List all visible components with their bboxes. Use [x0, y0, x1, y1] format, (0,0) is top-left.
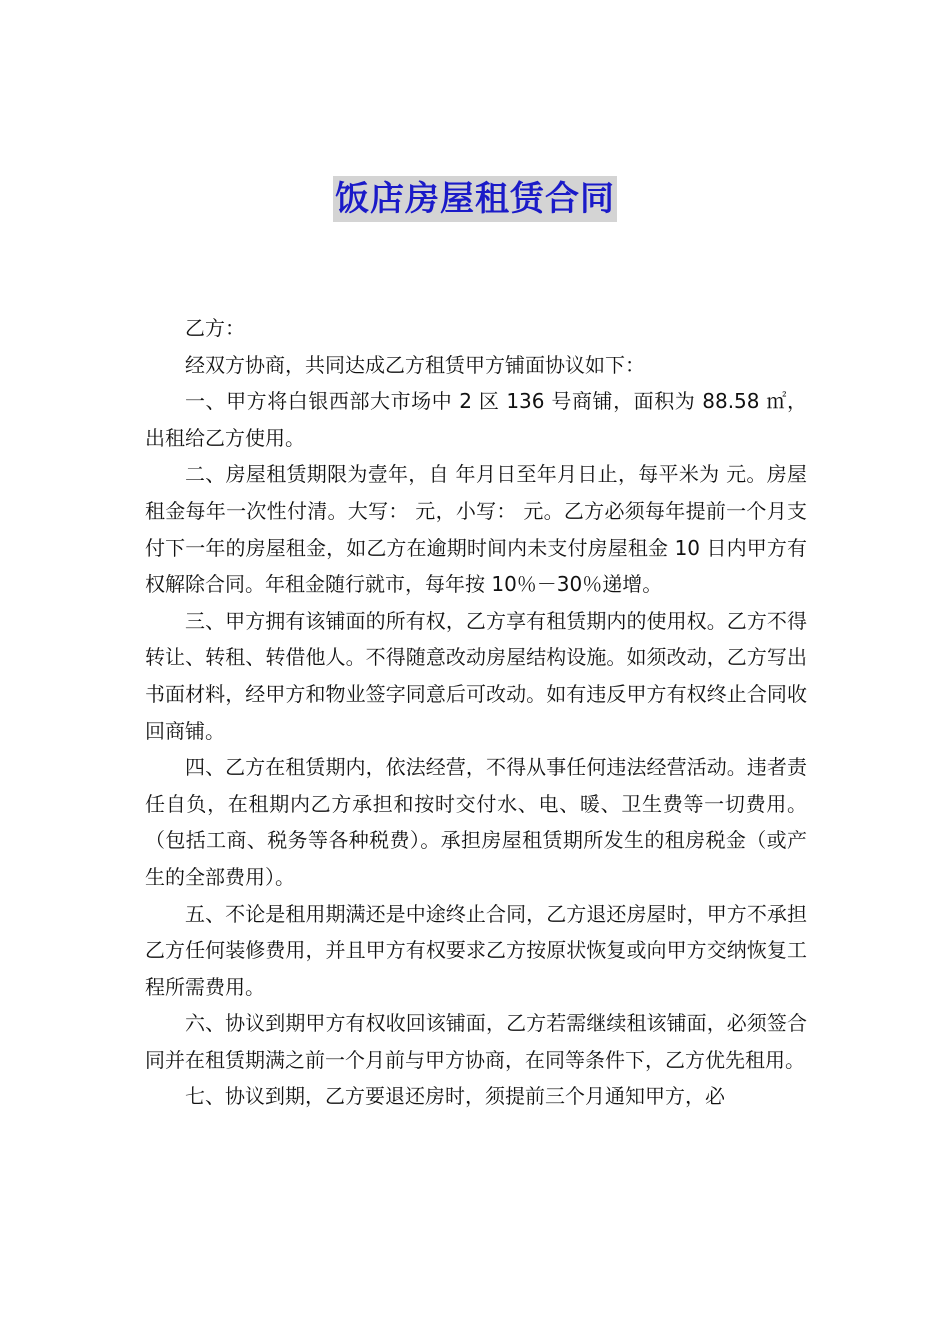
title-area — [0, 176, 950, 222]
paragraph-clause-5: 五、不论是租用期满还是中途终止合同，乙方退还房屋时，甲方不承担乙方任何装修费用，并且甲方有权要求乙方按原状恢复或向甲方交纳恢复工程所需费用。 — [145, 901, 807, 999]
document-title: 饭店房屋租赁合同 — [333, 176, 617, 222]
paragraph-clause-6: 六、协议到期甲方有权收回该铺面，乙方若需继续租该铺面，必须签合同并在租赁期满之前一个月前与甲方协商，在同等条件下，乙方优先租用。 — [145, 1011, 807, 1072]
paragraph-clause-7: 七、协议到期，乙方要退还房时，须提前三个月通知甲方，必 — [185, 1084, 725, 1109]
paragraph-clause-3: 三、甲方拥有该铺面的所有权，乙方享有租赁期内的使用权。乙方不得转让、转租、转借他人。不得随意改动房屋结构设施。如须改动，乙方写出书面材料，经甲方和物业签字同意后可改动。如有违反甲方有权终止合同收回商铺。 — [145, 608, 807, 743]
paragraph-clause-2: 二、房屋租赁期限为壹年，自 年月日至年月日止，每平米为 元。房屋租金每年一次性付清。大写： 元，小写： 元。乙方必须每年提前一个月支付下一年的房屋租金，如乙方在逾期时间内未支付房屋租金 10 日内甲方有权解除合同。年租金随行就市，每年按 10％－30％递增。 — [145, 462, 807, 597]
document-body — [145, 310, 807, 1115]
paragraph-intro: 经双方协商，共同达成乙方租赁甲方铺面协议如下： — [185, 352, 645, 377]
paragraph-party-b: 乙方： — [185, 316, 245, 340]
paragraph-clause-1: 一、甲方将白银西部大市场中 2 区 136 号商铺，面积为 88.58 ㎡，出租给乙方使用。 — [145, 389, 807, 450]
paragraph-clause-4: 四、乙方在租赁期内，依法经营，不得从事任何违法经营活动。违者责任自负，在租期内乙方承担和按时交付水、电、暖、卫生费等一切费用。（包括工商、税务等各种税费）。承担房屋租赁期所发生的租房税金（或产生的全部费用）。 — [145, 755, 807, 889]
